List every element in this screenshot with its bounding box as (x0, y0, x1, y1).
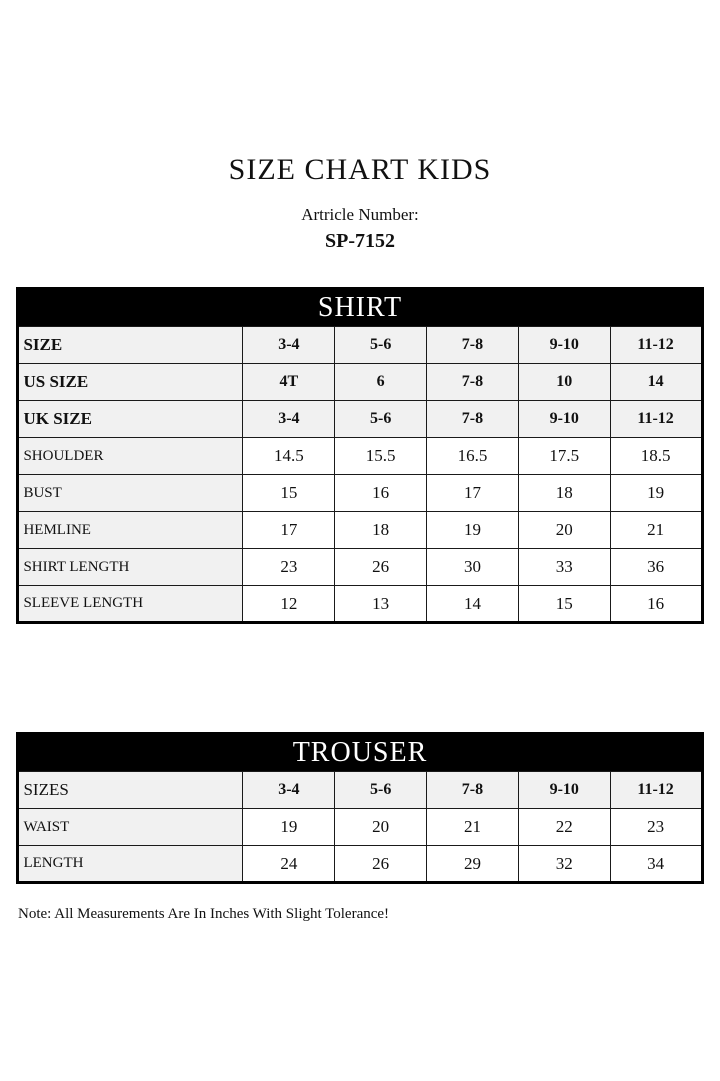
row-label: US SIZE (18, 364, 243, 401)
value-cell: 19 (610, 475, 702, 512)
value-cell: 4T (243, 364, 335, 401)
value-cell: 19 (427, 512, 519, 549)
table-row (18, 438, 702, 475)
row-label: BUST (18, 475, 243, 512)
table-row (18, 475, 702, 512)
value-cell: 17.5 (518, 438, 610, 475)
value-cell: 24 (243, 846, 335, 883)
value-cell: 23 (610, 809, 702, 846)
article-number-label: Artricle Number: (301, 205, 419, 224)
value-cell: 11-12 (610, 772, 702, 809)
value-cell: 17 (243, 512, 335, 549)
value-cell: 15 (518, 586, 610, 623)
row-label: WAIST (18, 809, 243, 846)
value-cell: 7-8 (427, 401, 519, 438)
value-cell: 5-6 (335, 327, 427, 364)
value-cell: 9-10 (518, 772, 610, 809)
table-row (18, 401, 702, 438)
row-label: SHIRT LENGTH (18, 549, 243, 586)
value-cell: 5-6 (335, 772, 427, 809)
value-cell: 21 (610, 512, 702, 549)
table-row (18, 586, 702, 623)
row-label: SHOULDER (18, 438, 243, 475)
measurement-note: Note: All Measurements Are In Inches With Slight Tolerance! (18, 906, 390, 922)
value-cell: 10 (518, 364, 610, 401)
value-cell: 14 (427, 586, 519, 623)
value-cell: 7-8 (427, 364, 519, 401)
value-cell: 22 (518, 809, 610, 846)
row-label: SIZE (18, 327, 243, 364)
value-cell: 9-10 (518, 401, 610, 438)
shirt-table-section (0, 287, 720, 624)
value-cell: 34 (610, 846, 702, 883)
table-row (18, 364, 702, 401)
value-cell: 3-4 (243, 327, 335, 364)
value-cell: 5-6 (335, 401, 427, 438)
value-cell: 26 (335, 549, 427, 586)
row-label: LENGTH (18, 846, 243, 883)
table-row (18, 549, 702, 586)
table-row (18, 772, 702, 809)
value-cell: 33 (518, 549, 610, 586)
page-title: SIZE CHART KIDS (228, 153, 492, 186)
value-cell: 18 (335, 512, 427, 549)
value-cell: 15.5 (335, 438, 427, 475)
value-cell: 16 (335, 475, 427, 512)
value-cell: 17 (427, 475, 519, 512)
row-label: SIZES (18, 772, 243, 809)
value-cell: 36 (610, 549, 702, 586)
trouser-table-title: TROUSER (18, 734, 702, 772)
value-cell: 3-4 (243, 772, 335, 809)
value-cell: 18.5 (610, 438, 702, 475)
table-row (18, 809, 702, 846)
shirt-size-table (16, 287, 703, 624)
value-cell: 18 (518, 475, 610, 512)
value-cell: 3-4 (243, 401, 335, 438)
value-cell: 20 (518, 512, 610, 549)
value-cell: 23 (243, 549, 335, 586)
row-label: HEMLINE (18, 512, 243, 549)
value-cell: 12 (243, 586, 335, 623)
value-cell: 30 (427, 549, 519, 586)
article-number: SP-7152 (325, 230, 395, 252)
value-cell: 7-8 (427, 772, 519, 809)
row-label: SLEEVE LENGTH (18, 586, 243, 623)
value-cell: 11-12 (610, 401, 702, 438)
value-cell: 16 (610, 586, 702, 623)
value-cell: 26 (335, 846, 427, 883)
value-cell: 19 (243, 809, 335, 846)
value-cell: 14.5 (243, 438, 335, 475)
trouser-table-section (0, 732, 720, 884)
value-cell: 13 (335, 586, 427, 623)
shirt-table-title: SHIRT (18, 289, 702, 327)
value-cell: 29 (427, 846, 519, 883)
table-row (18, 512, 702, 549)
table-row (18, 327, 702, 364)
row-label: UK SIZE (18, 401, 243, 438)
value-cell: 16.5 (427, 438, 519, 475)
value-cell: 11-12 (610, 327, 702, 364)
value-cell: 6 (335, 364, 427, 401)
value-cell: 21 (427, 809, 519, 846)
trouser-size-table (16, 732, 703, 884)
value-cell: 20 (335, 809, 427, 846)
table-row (18, 846, 702, 883)
value-cell: 32 (518, 846, 610, 883)
value-cell: 7-8 (427, 327, 519, 364)
value-cell: 14 (610, 364, 702, 401)
title-block (0, 0, 720, 254)
value-cell: 15 (243, 475, 335, 512)
table-header-row (18, 734, 702, 772)
table-header-row (18, 289, 702, 327)
value-cell: 9-10 (518, 327, 610, 364)
